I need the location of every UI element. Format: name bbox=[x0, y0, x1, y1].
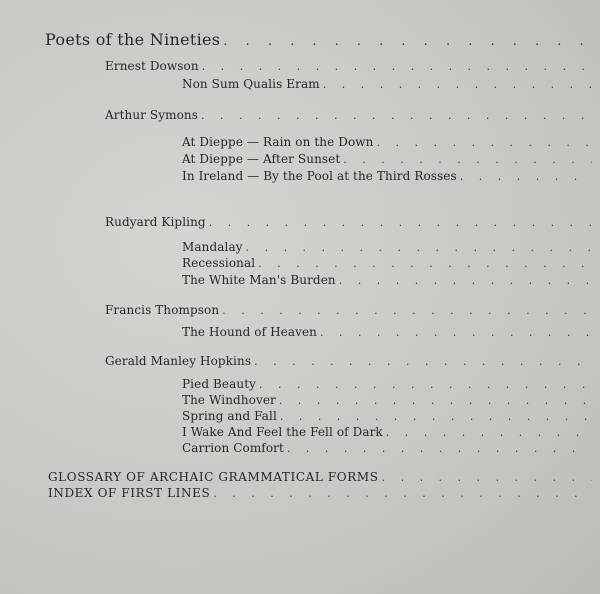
poet-name: Ernest Dowson bbox=[105, 59, 199, 73]
poem-title: The Hound of Heaven bbox=[182, 325, 318, 339]
poem-entry bbox=[182, 169, 592, 183]
poem-entry bbox=[182, 393, 592, 407]
poem-title: Non Sum Qualis Eram bbox=[182, 77, 320, 91]
poet-name: Arthur Symons bbox=[105, 108, 199, 122]
dot-leader bbox=[259, 378, 592, 391]
dot-leader bbox=[213, 487, 592, 500]
poem-entry bbox=[182, 77, 592, 91]
dot-leader bbox=[339, 274, 592, 287]
dot-leader bbox=[280, 410, 592, 423]
dot-leader bbox=[460, 170, 592, 183]
poem-entry bbox=[182, 152, 592, 166]
poet-name: Gerald Manley Hopkins bbox=[105, 354, 252, 368]
section-title: Poets of the Nineties bbox=[45, 30, 221, 49]
poet-entry bbox=[105, 354, 592, 368]
dot-leader bbox=[287, 442, 592, 455]
poem-entry bbox=[182, 409, 592, 423]
dot-leader bbox=[209, 216, 592, 229]
poet-entry bbox=[105, 108, 592, 122]
poem-title: The White Man's Burden bbox=[182, 273, 336, 287]
dot-leader bbox=[279, 394, 592, 407]
dot-leader bbox=[201, 109, 592, 122]
poem-entry bbox=[182, 325, 592, 339]
appendix-title: INDEX OF FIRST LINES bbox=[48, 486, 211, 500]
poet-name: Rudyard Kipling bbox=[105, 215, 206, 229]
dot-leader bbox=[222, 304, 592, 317]
poem-entry bbox=[182, 135, 592, 149]
poem-entry bbox=[182, 256, 592, 270]
dot-leader bbox=[343, 153, 592, 166]
poet-entry bbox=[105, 215, 592, 229]
poem-title: The Windhover bbox=[182, 393, 276, 407]
poem-entry bbox=[182, 441, 592, 455]
poet-entry bbox=[105, 59, 592, 73]
poem-title: Mandalay bbox=[182, 240, 243, 254]
poem-entry bbox=[182, 273, 592, 287]
poem-title: I Wake And Feel the Fell of Dark bbox=[182, 425, 383, 439]
poem-entry bbox=[182, 377, 592, 391]
dot-leader bbox=[254, 355, 592, 368]
poem-title: Carrion Comfort bbox=[182, 441, 284, 455]
poem-title: At Dieppe — After Sunset bbox=[182, 152, 341, 166]
section-heading bbox=[45, 30, 592, 49]
appendix-entry bbox=[48, 486, 592, 500]
poem-entry bbox=[182, 425, 592, 439]
appendix-title: GLOSSARY OF ARCHAIC GRAMMATICAL FORMS bbox=[48, 470, 379, 484]
dot-leader bbox=[246, 241, 592, 254]
poem-title: In Ireland — By the Pool at the Third Rosses bbox=[182, 169, 457, 183]
dot-leader bbox=[258, 257, 592, 270]
poem-title: Recessional bbox=[182, 256, 256, 270]
poem-title: Spring and Fall bbox=[182, 409, 277, 423]
dot-leader bbox=[386, 426, 592, 439]
poem-entry bbox=[182, 240, 592, 254]
dot-leader bbox=[202, 60, 592, 73]
dot-leader bbox=[323, 78, 592, 91]
dot-leader bbox=[376, 136, 592, 149]
poet-name: Francis Thompson bbox=[105, 303, 220, 317]
dot-leader bbox=[382, 471, 592, 484]
appendix-entry bbox=[48, 470, 592, 484]
poem-title: At Dieppe — Rain on the Down bbox=[182, 135, 374, 149]
poem-title: Pied Beauty bbox=[182, 377, 257, 391]
poet-entry bbox=[105, 303, 592, 317]
dot-leader bbox=[320, 326, 592, 339]
dot-leader bbox=[223, 34, 592, 49]
